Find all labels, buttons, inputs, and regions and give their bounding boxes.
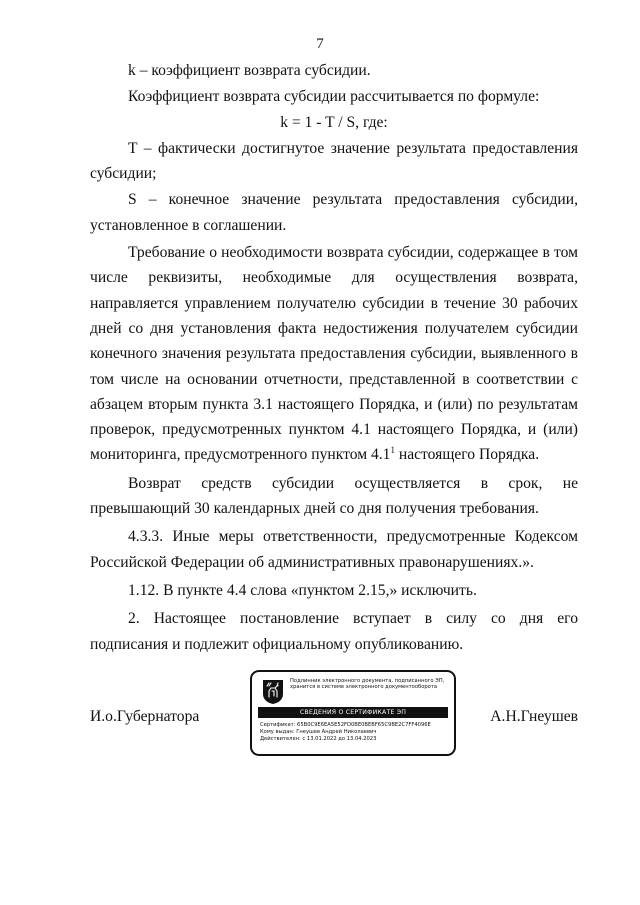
stamp-certificate: Сертификат: 65B0C9E6EA5E52FD0BE0BEBF65C9BE2C7FF4096E [260,722,431,728]
nizhny-novgorod-deer-emblem-icon [261,679,285,705]
paragraph-refund-requirement-text: Требование о необходимости возврата субсидии, содержащее в том числе реквизиты, необходимые для осуществления возврата, направляется управлением получателю субсидии в течение 30 рабочих дней со дня установления факта недостижения получателем субсидии конечного значения результата предоставления субсидии, выявленного в том числе на основании отчетности, представленной в соответствии с абзацем вторым пункта 3.1 настоящего Порядка, и (или) по результатам проверок, предусмотренных пунктом 4.1 настоящего Порядка, и (или) мониторинга, предусмотренного пунктом 4.1 [90,244,578,464]
paragraph-s-def: S – конечное значение результата предоставления субсидии, установленное в соглашении. [90,191,578,234]
document-body [90,58,578,657]
formula: k = 1 - T / S, где: [280,113,388,131]
paragraph-entry-into-force: 2. Настоящее постановление вступает в силу со дня его подписания и подлежит официальному опубликованию. [90,610,578,653]
paragraph-refund-requirement-tail: настоящего Порядка. [394,446,540,464]
paragraph-other-measures: 4.3.3. Иные меры ответственности, предусмотренные Кодексом Российской Федерации об административных правонарушениях.». [90,528,578,571]
electronic-signature-stamp [250,670,456,756]
paragraph-item-1-12: 1.12. В пункте 4.4 слова «пунктом 2.15,» исключить. [128,581,477,599]
signatory-name: А.Н.Гнеушев [490,708,578,725]
superscript-one: 1 [390,445,395,456]
page-number: 7 [316,36,324,52]
paragraph-refund-requirement [90,240,578,468]
stamp-header-line2: хранится в системе электронного документооборота [290,684,438,691]
stamp-details [260,722,452,743]
stamp-header-line1: Подлинник электронного документа, подписанного ЭП, [290,678,445,684]
paragraph-refund-term: Возврат средств субсидии осуществляется в срок, не превышающий 30 календарных дней со дня получения требования. [90,474,578,518]
stamp-header [290,678,450,691]
paragraph-t-def: T – фактически достигнутое значение результата предоставления субсидии; [90,139,578,183]
signatory-position: И.о.Губернатора [90,708,200,725]
paragraph-coefficient-def: k – коэффициент возврата субсидии. [128,62,371,79]
paragraph-formula-intro: Коэффициент возврата субсидии рассчитывается по формуле: [128,88,540,106]
stamp-validity: Действителен: с 13.01.2022 до 13.04.2023 [260,736,377,742]
stamp-title-bar: СВЕДЕНИЯ О СЕРТИФИКАТЕ ЭП [258,707,448,718]
stamp-issued-to: Кому выдан: Гнеушев Андрей Николаевич [260,729,377,735]
